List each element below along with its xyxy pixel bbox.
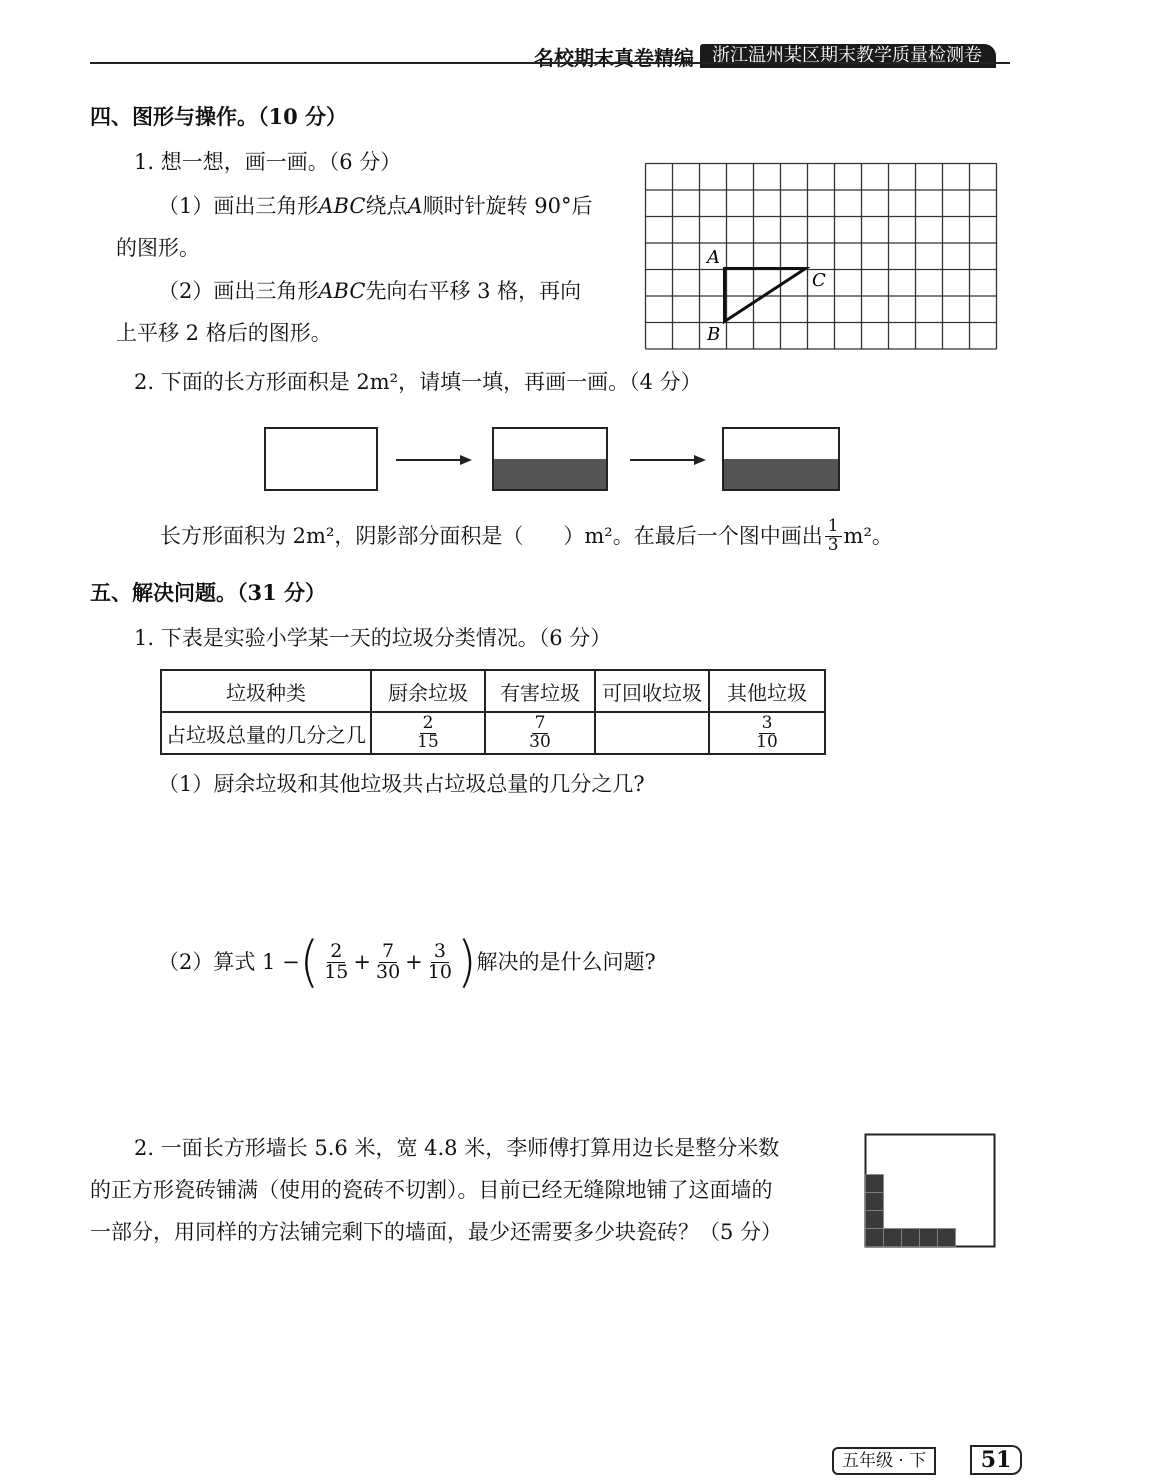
header-paper-tab: 浙江温州某区期末教学质量检测卷 (700, 44, 996, 68)
shaded-region (494, 459, 606, 489)
s4-q1-stem: 1. 想一想，画一画。（6 分） (134, 150, 402, 174)
s5-q2-line3: 一部分，用同样的方法铺完剩下的墙面，最少还需要多少块瓷砖？（5 分） (90, 1220, 783, 1244)
table-row (161, 712, 825, 754)
fraction-one-third: $\frac{1}{3}$ (825, 518, 842, 555)
trash-table (160, 669, 826, 755)
tile (866, 1193, 884, 1211)
table-header-cell: 有害垃圾 (485, 670, 595, 712)
label-a: A (707, 247, 720, 268)
triangle-grid (644, 162, 1000, 350)
s4-q1-part2-line1: （2）画出三角形ABC先向右平移 3 格，再向 (158, 279, 582, 303)
tile (920, 1229, 938, 1247)
shaded-region-last (724, 459, 838, 489)
table-cell: $\frac{2}{15}$ (371, 712, 485, 754)
s5-q1-part2: （2）算式 1 − ( $\frac{2}{15}$ + $\frac{7}{30}$ + $\frac{3}{10}$ ) 解决的是什么问题? (158, 930, 656, 994)
wall-diagram (864, 1133, 996, 1249)
table-cell: $\frac{3}{10}$ (709, 712, 825, 754)
table-cell-blank[interactable] (595, 712, 709, 754)
rectangle-half-shaded-last (722, 427, 840, 491)
table-header-cell: 其他垃圾 (709, 670, 825, 712)
s5-q2-line1: 2. 一面长方形墙长 5.6 米，宽 4.8 米，李师傅打算用边长是整分米数 (134, 1136, 780, 1160)
arrow-1 (396, 452, 472, 468)
table-cell: $\frac{7}{30}$ (485, 712, 595, 754)
s4-q1-part1-line1: （1）画出三角形ABC绕点A顺时针旋转 90°后 (158, 194, 593, 218)
header-series: 名校期末真卷精编 (534, 46, 694, 70)
right-paren: ) (456, 930, 477, 994)
tile (884, 1229, 902, 1247)
s4-q1-part1-line2: 的图形。 (116, 236, 200, 260)
table-header-cell: 厨余垃圾 (371, 670, 485, 712)
tile (902, 1229, 920, 1247)
rectangle-half-shaded (492, 427, 608, 491)
tile (938, 1229, 956, 1247)
rectangle-empty (264, 427, 378, 491)
table-header-cell: 垃圾种类 (161, 670, 371, 712)
triangle-abc (725, 269, 806, 322)
tile (866, 1211, 884, 1229)
arrow-2 (630, 452, 706, 468)
section5-title: 五、解决问题。（31 分） (90, 580, 327, 605)
s5-q1-part1: （1）厨余垃圾和其他垃圾共占垃圾总量的几分之几? (158, 772, 645, 796)
s4-q1-part2-line2: 上平移 2 格后的图形。 (116, 321, 332, 345)
table-row-label: 占垃圾总量的几分之几 (161, 712, 371, 754)
table-header-row (161, 670, 825, 712)
footer-grade: 五年级 · 下 (832, 1447, 936, 1475)
left-paren: ( (299, 930, 320, 994)
tile (866, 1175, 884, 1193)
page-number: 51 (970, 1445, 1022, 1475)
s5-q1-stem: 1. 下表是实验小学某一天的垃圾分类情况。（6 分） (134, 626, 612, 650)
label-c: C (812, 270, 826, 291)
s4-q2-answer-line: 长方形面积为 2m²，阴影部分面积是（ ）m²。在最后一个图中画出 $\frac{1}{3}$ m²。 (160, 516, 893, 555)
table-header-cell: 可回收垃圾 (595, 670, 709, 712)
s4-q2-stem: 2. 下面的长方形面积是 2m²，请填一填，再画一画。（4 分） (134, 370, 702, 394)
label-b: B (707, 324, 721, 345)
tile (866, 1229, 884, 1247)
s5-q2-line2: 的正方形瓷砖铺满（使用的瓷砖不切割）。目前已经无缝隙地铺了这面墙的 (90, 1178, 773, 1202)
section4-title: 四、图形与操作。（10 分） (90, 104, 348, 129)
header-rule (90, 62, 1010, 64)
